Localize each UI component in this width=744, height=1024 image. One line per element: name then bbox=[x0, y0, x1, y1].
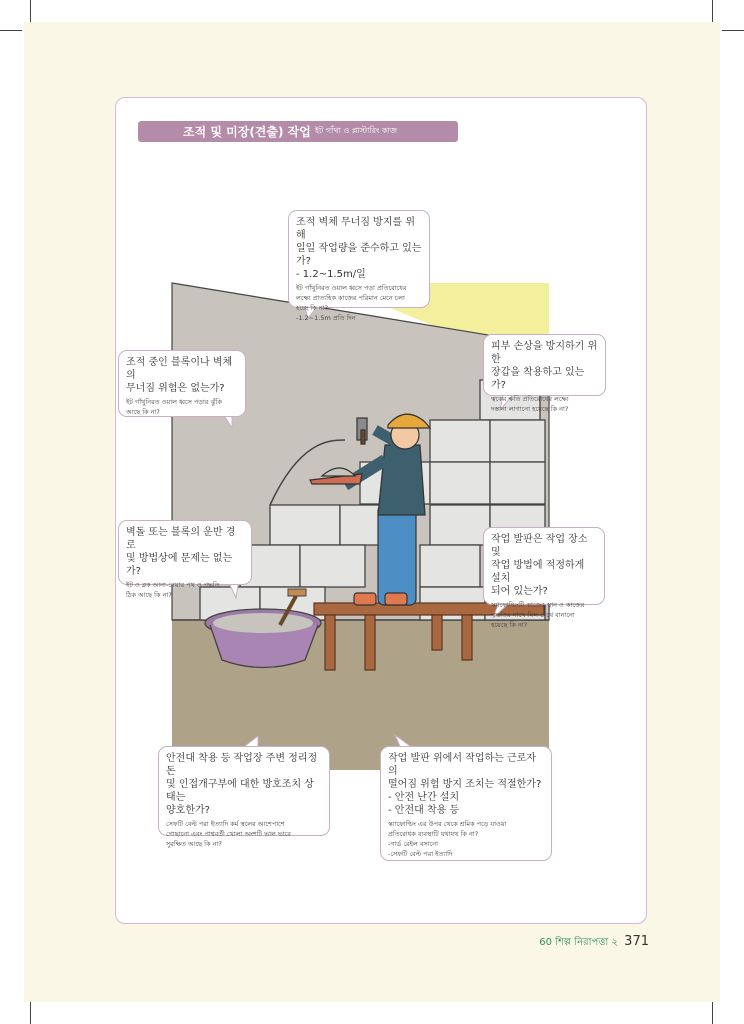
bubble-bengali: সেফটি বেল্ট পরা ইত্যাদি কর্ম স্থলের আশেপাশে গোছানো এবং পাশ্ববর্তী খোলা অংশটি ভাল ভাবে সুরক্ষিত আছে কি না? bbox=[166, 820, 291, 848]
bubble-bengali: ইট গাঁথুনিরত ওয়াল ধ্বসে পড়ার ঝুঁকি আছে কি না? bbox=[126, 398, 222, 416]
speech-bubble-fall-prevention bbox=[380, 746, 552, 861]
bubble-korean: 조적 중인 블록이나 벽체의 무너짐 위험은 없는가? bbox=[126, 357, 233, 394]
bubble-korean: 피부 손상을 방지하기 위한 장갑을 착용하고 있는가? bbox=[491, 341, 598, 391]
speech-bubble-daily-work-amount bbox=[288, 210, 430, 322]
bubble-bengali: ইট ও ব্লক আনা-নেয়ার পথ ও পদ্ধতি ঠিক আছে কি না? bbox=[126, 581, 220, 599]
bubble-bengali: ত্বকের ক্ষতি প্রতিরোধের লক্ষ্যে দস্তানা লাগানো হয়েছে কি না? bbox=[491, 395, 569, 413]
footer-label: 60 শিল্প নিরাপত্তা ২ bbox=[539, 937, 618, 948]
page-number: 371 bbox=[624, 934, 649, 949]
page-footer bbox=[539, 934, 649, 952]
bubble-bengali: ইট গাঁথুনিরত ওয়াল ধ্বসে পড়া প্রতিরোধের লক্ষ্যে প্রাত্যহিক কাজের পরিমান মেনে চলা হচ্ছে কি না? -1.2~1.5m প্রতি দিন bbox=[296, 284, 407, 322]
title-korean: 조적 및 미장(견출) 작업 bbox=[183, 125, 311, 139]
bubble-bengali: স্ক্যাফোল্ডিংটি কাজের স্থান ও কাজের পদ্ধতির সাথে মিল রেখে বানানো হয়েছে কি না? bbox=[491, 601, 585, 629]
bubble-bengali: স্ক্যাফোল্ডিং এর উপর থেকে শ্রমিক পড়ে যাওয়া প্রতিরোধক ব্যবস্থাটি যথাযথ কি না? -গার্ড রেইল বসানো -সেফটি বেল্ট পরা ইত্যাদি bbox=[388, 820, 507, 858]
speech-bubble-housekeeping bbox=[158, 746, 330, 848]
speech-bubble-collapse-risk bbox=[118, 350, 246, 417]
bubble-korean: 작업 발판은 작업 장소 및 작업 방법에 적정하게 설치 되어 있는가? bbox=[491, 534, 588, 597]
hammer-head bbox=[288, 589, 306, 596]
title-bengali: ইট গাঁথা ও প্লাস্টারিং কাজ bbox=[314, 126, 398, 135]
bubble-korean: 조적 벽체 무너짐 방지를 위해 일일 작업량을 준수하고 있는가? - 1.2~1.5m/일 bbox=[296, 217, 422, 280]
bubble-korean: 안전대 착용 등 작업장 주변 정리정돈 및 인접개구부에 대한 방호조치 상태는 양호한가? bbox=[166, 753, 318, 816]
speech-bubble-transport-route bbox=[118, 520, 252, 599]
bubble-korean: 작업 발판 위에서 작업하는 근로자의 떨어짐 위험 방지 조치는 적절한가? - 안전 난간 설치 - 안전대 착용 등 bbox=[388, 753, 542, 816]
bubble-korean: 벽돌 또는 블록의 운반 경로 및 방법상에 문제는 없는가? bbox=[126, 527, 236, 577]
speech-bubble-gloves bbox=[483, 334, 606, 413]
speech-bubble-scaffold-setup bbox=[483, 527, 605, 629]
